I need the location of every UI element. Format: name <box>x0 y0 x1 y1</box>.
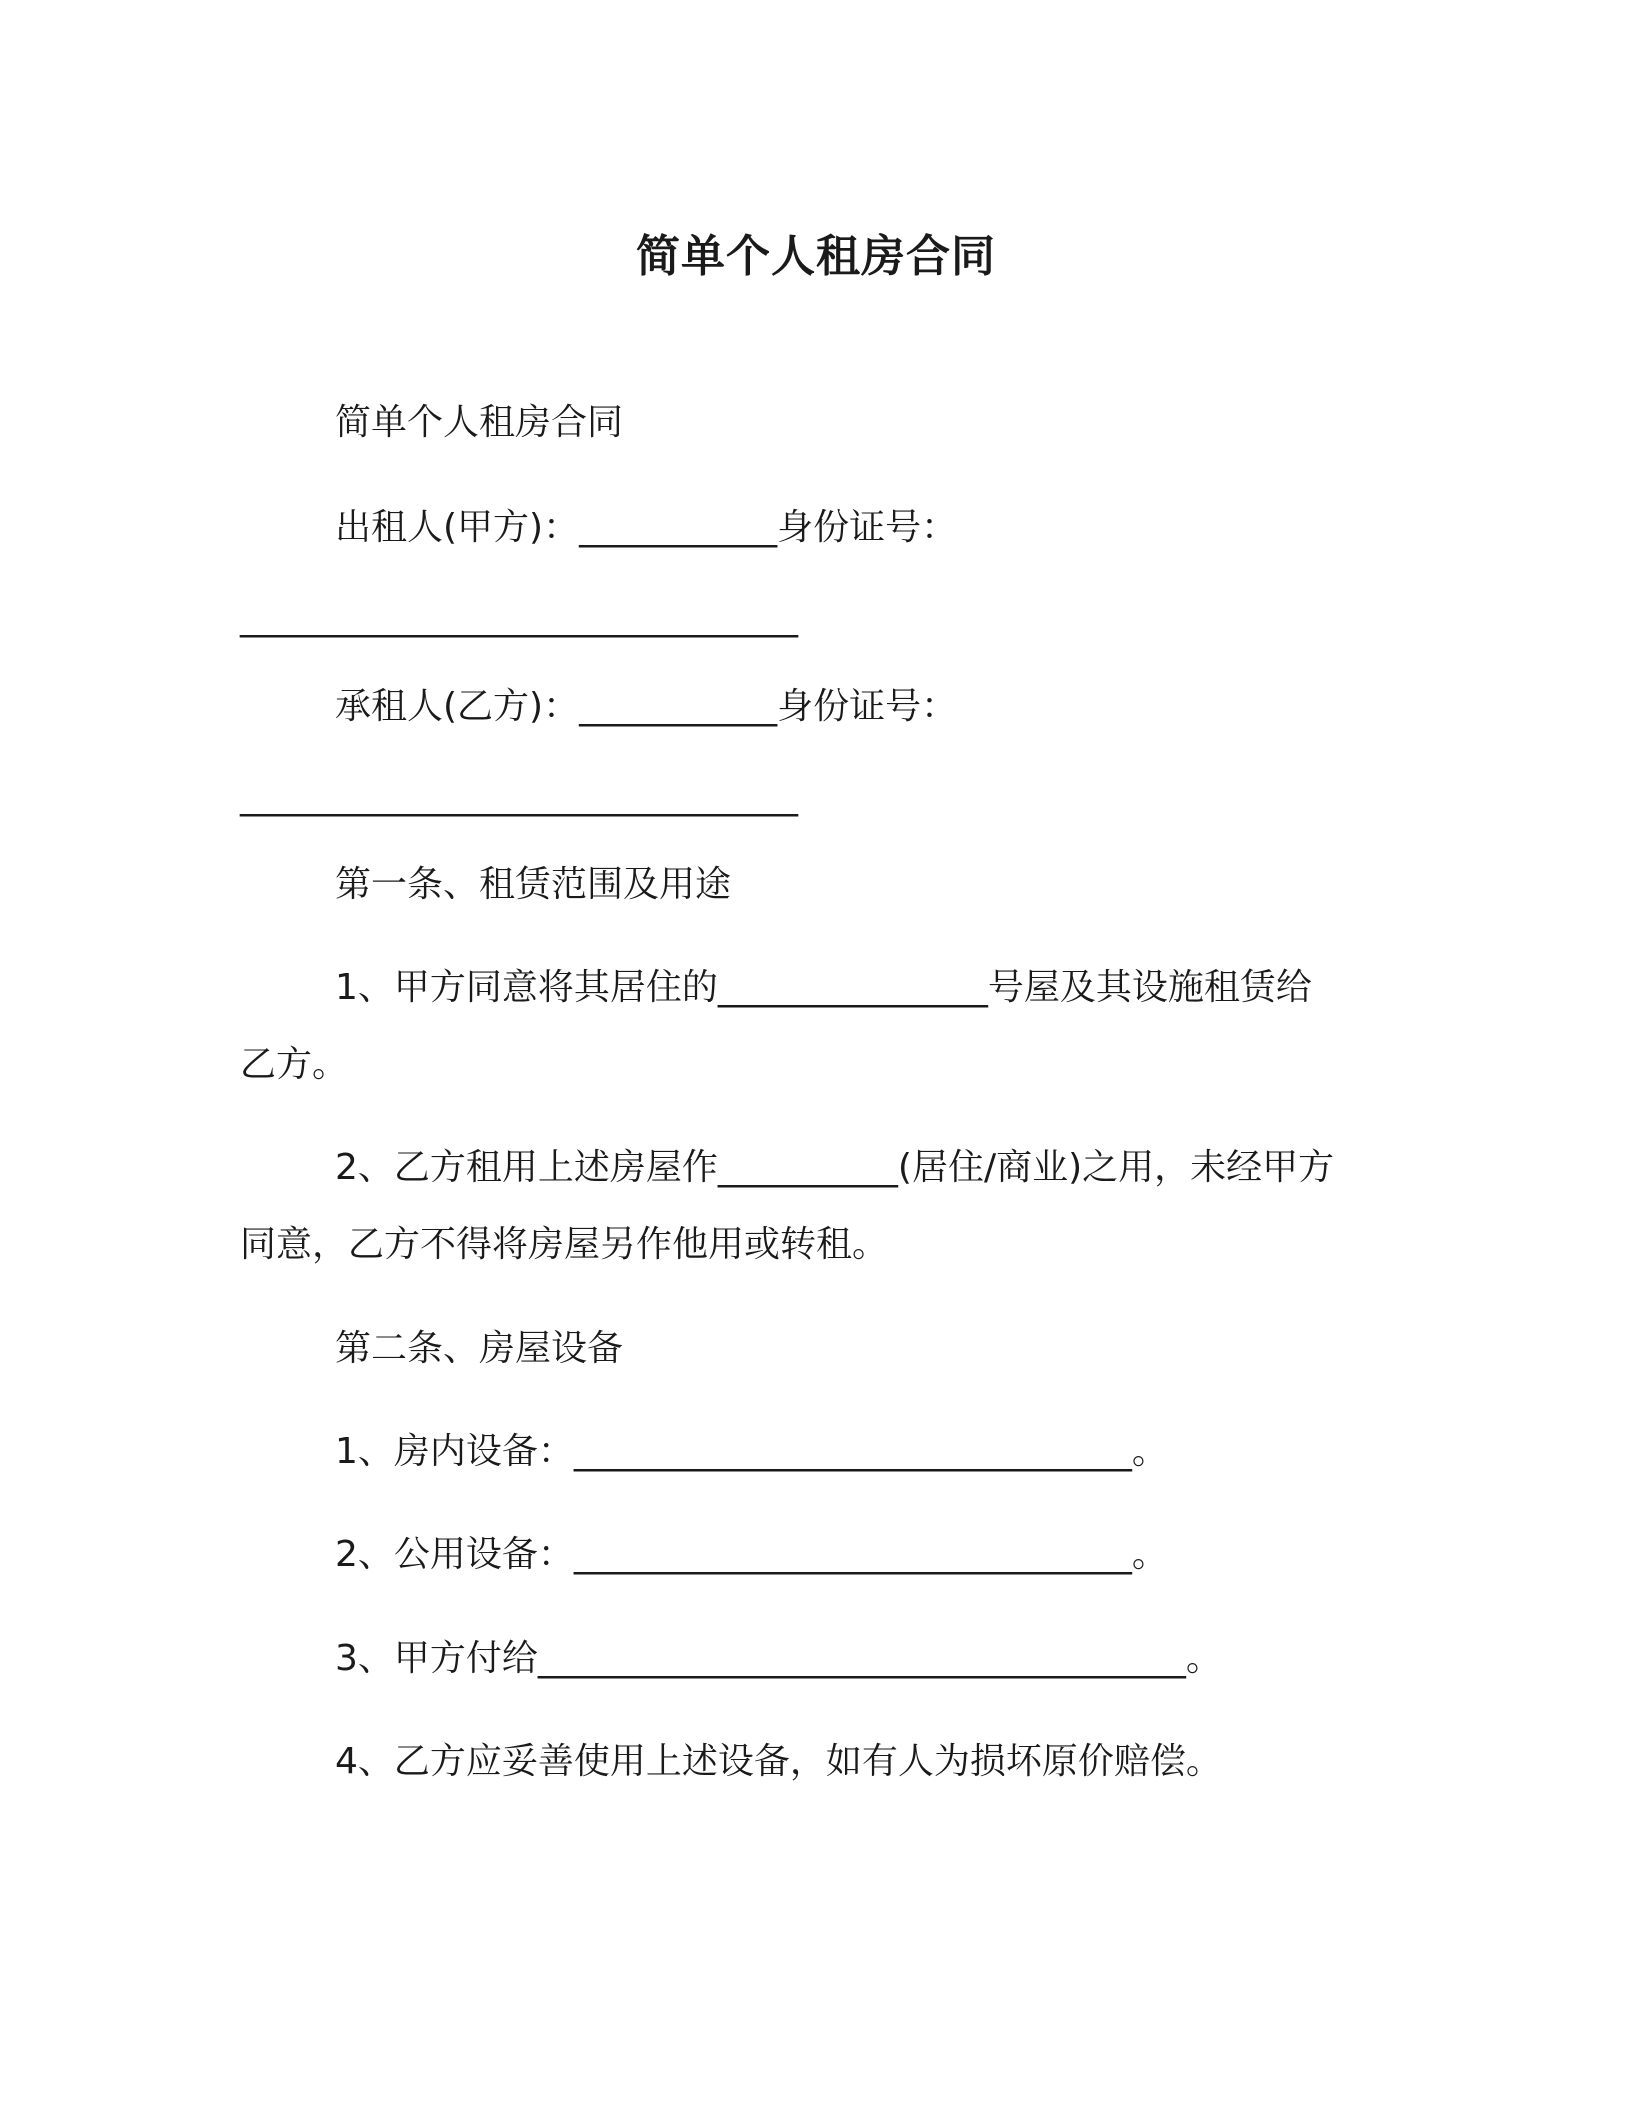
article-2-clause-3: 3、甲方付给____________________________________。 <box>335 1638 1222 1679</box>
document-title: 简单个人租房合同 <box>636 231 996 282</box>
lessee-line: 承租人(乙方)：___________身份证号： <box>335 686 958 727</box>
article-2-clause-1: 1、房内设备：_______________________________。 <box>335 1431 1168 1472</box>
subtitle-line: 简单个人租房合同 <box>335 402 624 443</box>
article-1-clause-2: 2、乙方租用上述房屋作__________(居住/商业)之用，未经甲方 <box>335 1147 1335 1188</box>
lessor-id-blank-line: _______________________________ <box>240 597 798 638</box>
article-2-clause-4: 4、乙方应妥善使用上述设备，如有人为损坏原价赔偿。 <box>335 1741 1222 1782</box>
article-2-heading: 第二条、房屋设备 <box>335 1328 624 1369</box>
article-1-clause-1-cont: 乙方。 <box>240 1044 349 1085</box>
lessee-id-blank-line: _______________________________ <box>240 776 798 817</box>
article-1-clause-2-cont: 同意，乙方不得将房屋另作他用或转租。 <box>240 1224 889 1265</box>
lessor-line: 出租人(甲方)：___________身份证号： <box>335 507 958 548</box>
article-1-heading: 第一条、租赁范围及用途 <box>335 864 732 905</box>
article-1-clause-1: 1、甲方同意将其居住的_______________号屋及其设施租赁给 <box>335 967 1312 1008</box>
article-2-clause-2: 2、公用设备：_______________________________。 <box>335 1534 1168 1575</box>
